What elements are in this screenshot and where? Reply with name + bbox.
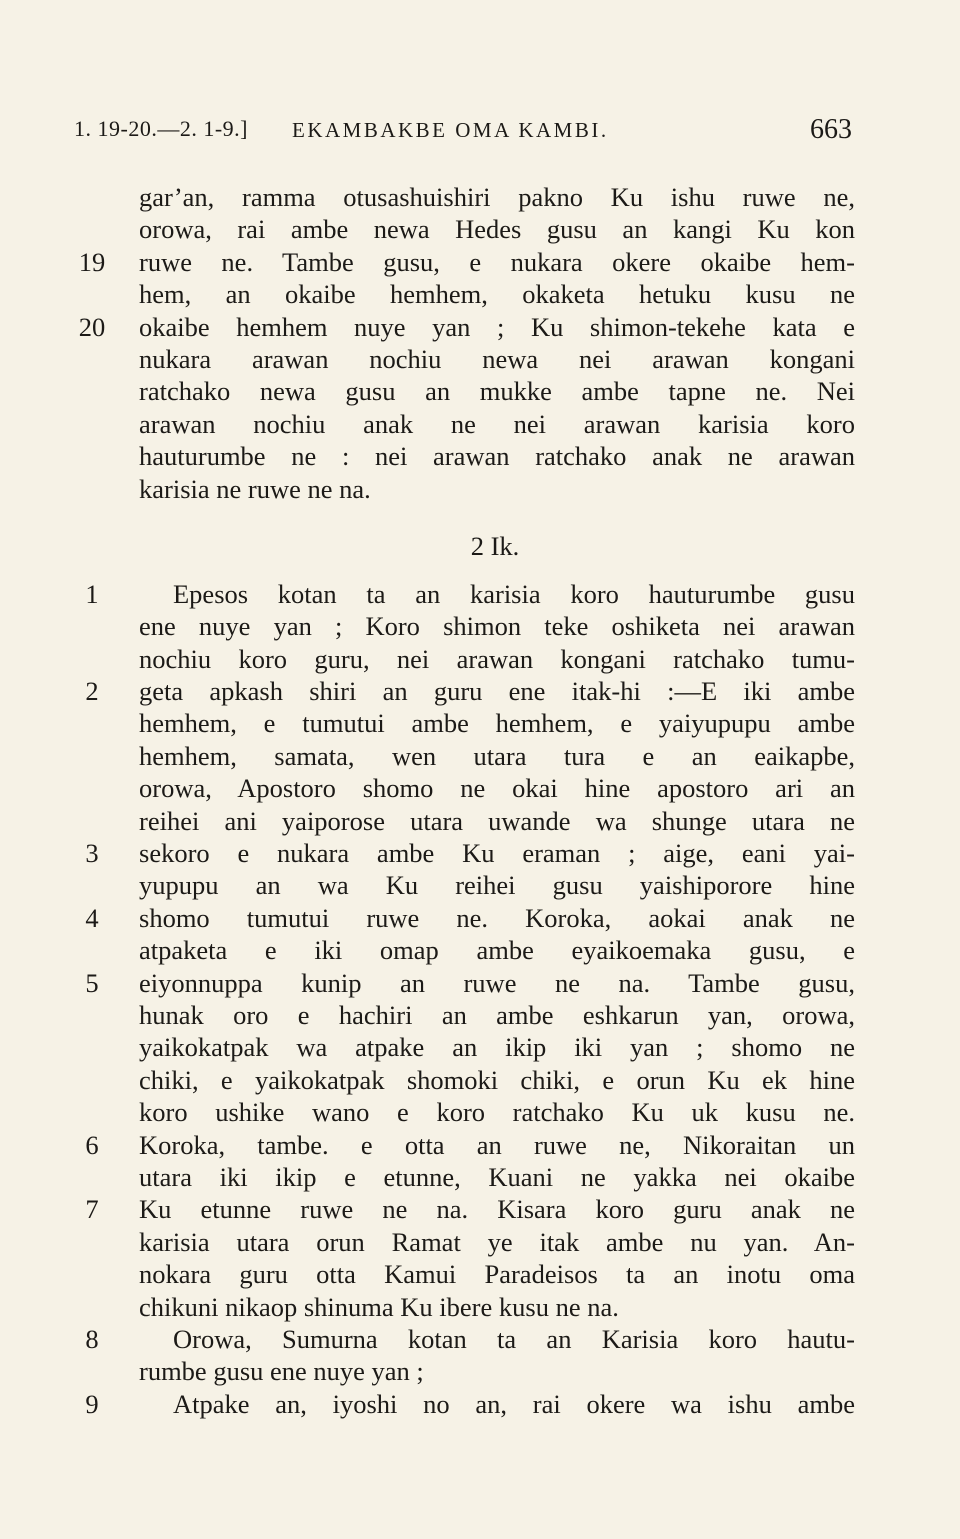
line-text: ratchako newa gusu an mukke ambe tapne ne. Nei bbox=[139, 376, 855, 407]
verse-number: 7 bbox=[85, 1194, 99, 1225]
text-line bbox=[0, 1129, 960, 1161]
line-text: eiyonnuppa kunip an ruwe ne na. Tambe gusu, bbox=[139, 967, 855, 998]
line-text: Orowa, Sumurna kotan ta an Karisia koro hautu- bbox=[173, 1323, 855, 1354]
text-line bbox=[0, 181, 960, 213]
running-head bbox=[74, 116, 852, 150]
line-text: yupupu an wa Ku reihei gusu yaishiporore hine bbox=[139, 870, 855, 901]
line-text: rumbe gusu ene nuye yan ; bbox=[139, 1356, 424, 1387]
text-line bbox=[0, 1355, 960, 1387]
text-line bbox=[0, 213, 960, 245]
chapter-verse-reference: 1. 19-20.—2. 1-9.] bbox=[74, 116, 248, 141]
verse-number: 1 bbox=[85, 578, 99, 609]
line-text: reihei ani yaiporose utara uwande wa shunge utara ne bbox=[139, 805, 855, 836]
text-line bbox=[0, 805, 960, 837]
line-text: atpaketa e iki omap ambe eyaikoemaka gusu, e bbox=[139, 935, 855, 966]
text-line bbox=[0, 311, 960, 343]
page-number: 663 bbox=[810, 114, 852, 145]
line-text: hunak oro e hachiri an ambe eshkarun yan, orowa, bbox=[139, 999, 855, 1030]
line-text: karisia ne ruwe ne na. bbox=[139, 473, 371, 504]
line-text: nukara arawan nochiu newa nei arawan kongani bbox=[139, 343, 855, 374]
text-line bbox=[0, 643, 960, 675]
line-text: Ku etunne ruwe ne na. Kisara koro guru anak ne bbox=[139, 1194, 855, 1225]
line-text: hauturumbe ne : nei arawan ratchako anak ne arawan bbox=[139, 441, 855, 472]
line-text: shomo tumutui ruwe ne. Koroka, aokai anak ne bbox=[139, 902, 855, 933]
text-line bbox=[0, 1064, 960, 1096]
verse-number: 2 bbox=[85, 676, 99, 707]
line-text: gar’an, ramma otusashuishiri pakno Ku ishu ruwe ne, bbox=[139, 182, 855, 212]
chapter-heading bbox=[0, 514, 960, 578]
text-line bbox=[0, 440, 960, 472]
text-line bbox=[0, 278, 960, 310]
line-text: okaibe hemhem nuye yan ; Ku shimon-tekehe kata e bbox=[139, 311, 855, 342]
text-line bbox=[0, 1031, 960, 1063]
body-text bbox=[0, 181, 960, 1420]
verse-number: 19 bbox=[78, 246, 106, 277]
line-text: sekoro e nukara ambe Ku eraman ; aige, eani yai- bbox=[139, 838, 855, 869]
text-line bbox=[0, 772, 960, 804]
text-line bbox=[0, 1226, 960, 1258]
line-text: orowa, Apostoro shomo ne okai hine apostoro ari an bbox=[139, 773, 855, 804]
text-line bbox=[0, 375, 960, 407]
text-line bbox=[0, 610, 960, 642]
text-line bbox=[0, 1323, 960, 1355]
text-line bbox=[0, 740, 960, 772]
verse-number: 9 bbox=[85, 1388, 99, 1419]
line-text: hemhem, samata, wen utara tura e an eaikapbe, bbox=[139, 740, 855, 771]
line-text: orowa, rai ambe newa Hedes gusu an kangi Ku kon bbox=[139, 214, 855, 245]
text-line bbox=[0, 1388, 960, 1420]
line-text: yaikokatpak wa atpake an ikip iki yan ; shomo ne bbox=[139, 1032, 855, 1063]
text-line bbox=[0, 343, 960, 375]
line-text: Epesos kotan ta an karisia koro hauturumbe gusu bbox=[173, 578, 855, 609]
line-text: hem, an okaibe hemhem, okaketa hetuku kusu ne bbox=[139, 279, 855, 310]
verse-number: 5 bbox=[85, 967, 99, 998]
text-line bbox=[0, 1291, 960, 1323]
text-line bbox=[0, 902, 960, 934]
text-line bbox=[0, 473, 960, 505]
verse-number: 4 bbox=[85, 902, 99, 933]
line-text: utara iki ikip e etunne, Kuani ne yakka nei okaibe bbox=[139, 1161, 855, 1192]
verse-number: 20 bbox=[78, 311, 106, 342]
text-line bbox=[0, 837, 960, 869]
text-line bbox=[0, 408, 960, 440]
line-text: karisia utara orun Ramat ye itak ambe nu yan. An- bbox=[139, 1226, 855, 1257]
text-line bbox=[0, 934, 960, 966]
line-text: Koroka, tambe. e otta an ruwe ne, Nikoraitan un bbox=[139, 1129, 855, 1160]
chapter-heading-text: 2 Ik. bbox=[470, 530, 520, 561]
line-text: hemhem, e tumutui ambe hemhem, e yaiyupupu ambe bbox=[139, 708, 855, 739]
line-text: koro ushike wano e koro ratchako Ku uk kusu ne. bbox=[139, 1097, 855, 1128]
line-text: arawan nochiu anak ne nei arawan karisia koro bbox=[139, 408, 855, 439]
line-text: nokara guru otta Kamui Paradeisos ta an inotu oma bbox=[139, 1259, 855, 1290]
line-text: nochiu koro guru, nei arawan kongani ratchako tumu- bbox=[139, 643, 855, 674]
text-line bbox=[0, 707, 960, 739]
text-line bbox=[0, 1096, 960, 1128]
line-text: chiki, e yaikokatpak shomoki chiki, e orun Ku ek hine bbox=[139, 1064, 855, 1095]
line-text: chikuni nikaop shinuma Ku ibere kusu ne na. bbox=[139, 1291, 619, 1322]
section-chapter-1-end bbox=[0, 181, 960, 505]
section-chapter-2 bbox=[0, 578, 960, 1420]
text-line bbox=[0, 1193, 960, 1225]
book-title: EKAMBAKBE OMA KAMBI. bbox=[292, 118, 609, 142]
text-line bbox=[0, 1258, 960, 1290]
line-text: ene nuye yan ; Koro shimon teke oshiketa nei arawan bbox=[139, 611, 855, 642]
text-line bbox=[0, 869, 960, 901]
text-line bbox=[0, 578, 960, 610]
verse-number: 6 bbox=[85, 1129, 99, 1160]
line-text: ruwe ne. Tambe gusu, e nukara okere okaibe hem- bbox=[139, 246, 855, 277]
verse-number: 3 bbox=[85, 838, 99, 869]
text-line bbox=[0, 999, 960, 1031]
text-line bbox=[0, 246, 960, 278]
line-text: Atpake an, iyoshi no an, rai okere wa ishu ambe bbox=[173, 1388, 855, 1419]
text-line bbox=[0, 675, 960, 707]
text-line bbox=[0, 1161, 960, 1193]
line-text: geta apkash shiri an guru ene itak-hi :—E iki ambe bbox=[139, 676, 855, 707]
text-line bbox=[0, 967, 960, 999]
verse-number: 8 bbox=[85, 1323, 99, 1354]
